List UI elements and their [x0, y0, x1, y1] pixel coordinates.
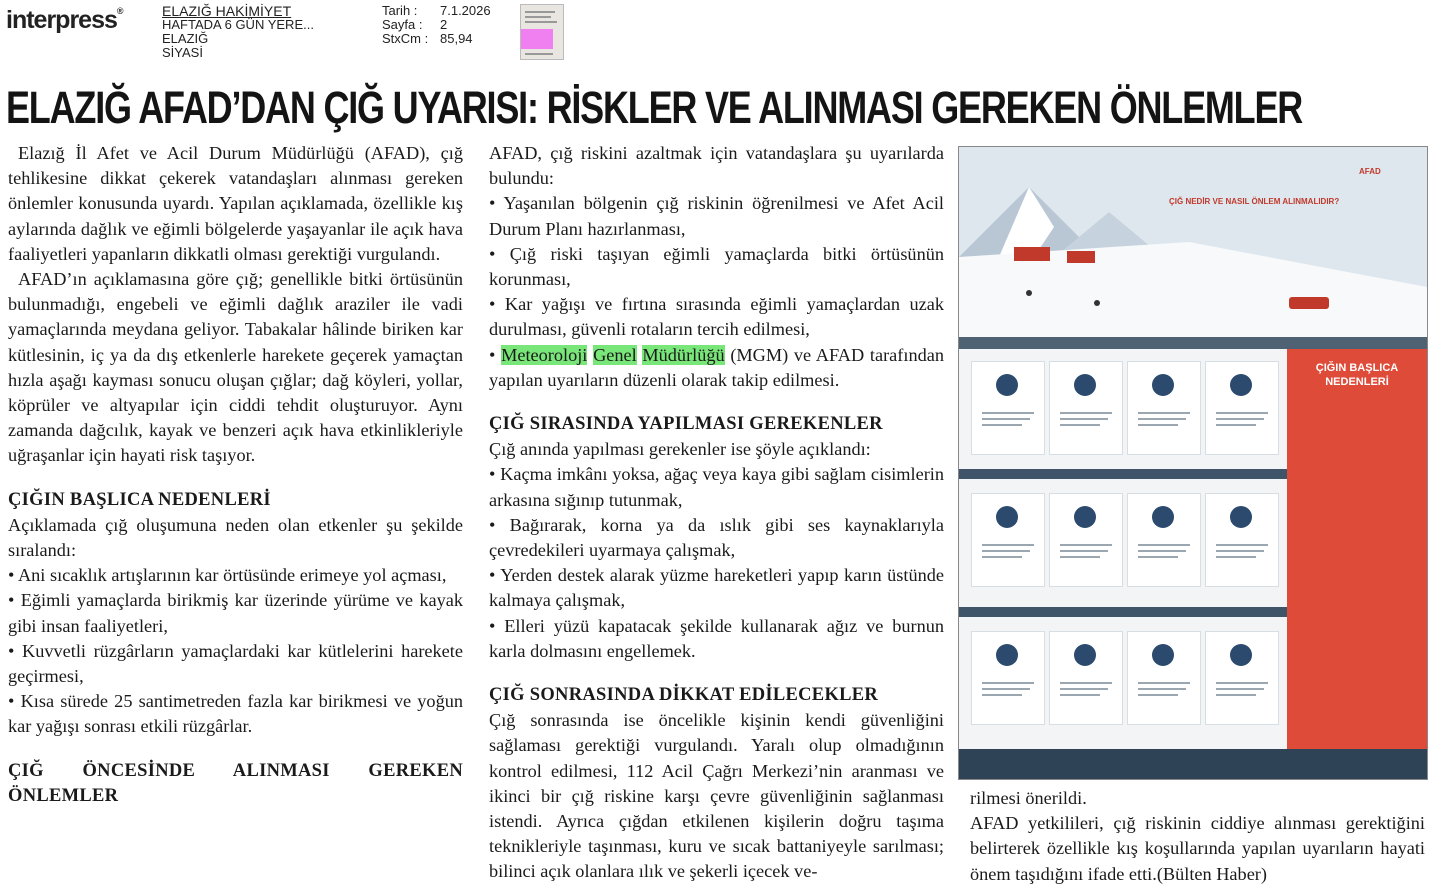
list-item: • Bağırarak, korna ya da ıslık gibi ses kaynaklarıyla çevredekileri uyarmaya çalışmak, [489, 514, 944, 561]
card-icon [996, 506, 1018, 528]
info-card [1127, 361, 1201, 455]
card-icon [1074, 506, 1096, 528]
card-icon [1152, 506, 1174, 528]
list-item: • Yaşanılan bölgenin çığ riskinin öğrenilmesi ve Afet Acil Durum Planı hazırlanması, [489, 193, 944, 239]
interpress-logo [6, 6, 123, 35]
page-thumbnail [520, 4, 564, 60]
card-icon [1230, 644, 1252, 666]
date-value: 7.1.2026 [440, 3, 491, 18]
publication-frequency: HAFTADA 6 GÜN YERE... [162, 17, 314, 32]
mountain-illustration [959, 147, 1427, 337]
publication-name: ELAZIĞ HAKİMİYET [162, 3, 292, 19]
article-position-marker [521, 29, 553, 49]
list-item: • Kaçma imkânı yoksa, ağaç veya kaya gibi sağlam cisimlerin arkasına sığınıp tutunmak, [489, 464, 944, 510]
list-item: • Yerden destek alarak yüzme hareketleri yapıp karın üstünde kalmaya çalışmak, [489, 565, 944, 611]
info-card [1205, 631, 1279, 725]
paragraph: AFAD yetkilileri, çığ riskinin ciddiye alınması gerektiğini belirterek özellikle kış koşullarında yapılan uyarıların hayati önem taşıdığını ifade etti.(Bülten Haber) [970, 813, 1425, 884]
publication-section: SİYASİ [162, 45, 203, 60]
logo-text: interpress [6, 6, 117, 34]
publication-city: ELAZIĞ [162, 31, 209, 46]
card-icon [1230, 374, 1252, 396]
card-icon [1152, 644, 1174, 666]
list-item [489, 343, 944, 393]
publication-info [162, 4, 314, 60]
list-item: • Kar yağışı ve fırtına sırasında eğimli yamaçlardan uzak durulması, güvenli rotaların tercih edilmesi, [489, 294, 944, 340]
subheading: ÇIĞIN BAŞLICA NEDENLERİ [8, 489, 271, 510]
card-icon [996, 644, 1018, 666]
article-column-2 [489, 141, 944, 885]
list-item: • Elleri yüzü kapatacak şekilde kullanarak ağız ve burnun karla dolmasını engellemek. [489, 615, 944, 661]
infographic-footer [959, 749, 1427, 779]
article-column-3 [970, 786, 1425, 887]
stxcm-label: StxCm : [382, 31, 429, 46]
date-label: Tarih : [382, 3, 418, 18]
paragraph: Açıklamada çığ oluşumuna neden olan etkenler şu şekilde sıralandı: [8, 514, 463, 561]
info-card [971, 493, 1045, 587]
paragraph: Çığ anında yapılması gerekenler ise şöyle açıklandı: [489, 439, 871, 460]
card-icon [1074, 644, 1096, 666]
stxcm-value: 85,94 [440, 31, 473, 46]
article-column-1 [8, 141, 463, 809]
list-item: • Ani sıcaklık artışlarının kar örtüsünde erimeye yol açması, [8, 565, 447, 586]
infographic-illustration [959, 147, 1427, 337]
card-icon [1074, 374, 1096, 396]
info-card [1205, 361, 1279, 455]
list-item: • Kuvvetli rüzgârların yamaçlardaki kar kütlelerini harekete geçirmesi, [8, 640, 463, 687]
bullet: • [489, 344, 496, 365]
list-item: • Eğimli yamaçlarda birikmiş kar üzerinde yürüme ve kayak gibi insan faaliyetleri, [8, 590, 463, 636]
list-item-text: (MGM) ve AFAD tarafından yapılan uyarıların düzenli olarak takip edilmesi. [489, 344, 944, 390]
paragraph: rilmesi önerildi. [970, 788, 1087, 808]
causes-panel [1287, 349, 1427, 749]
headline: ELAZIĞ AFAD’DAN ÇIĞ UYARISI: RİSKLER VE ALINMASI GEREKEN ÖNLEMLER [6, 82, 1303, 133]
subheading: ÇIĞ SONRASINDA DİKKAT EDİLECEKLER [489, 685, 879, 706]
info-card [971, 631, 1045, 725]
info-card [1049, 493, 1123, 587]
info-card [1205, 493, 1279, 587]
highlighted-word: Genel [593, 344, 637, 365]
list-item: • Çığ riski taşıyan eğimli yamaçlarda bitki örtüsünün korunması, [489, 243, 944, 290]
highlighted-word: Müdürlüğü [642, 344, 725, 365]
subheading: ÇIĞ SIRASINDA YAPILMASI GEREKENLER [489, 414, 883, 435]
afad-infographic [958, 146, 1428, 780]
afad-logo: AFAD [1359, 167, 1381, 176]
paragraph: AFAD’ın açıklamasına göre çığ; genellikle bitki örtüsünün bulunmadığı, engebeli ve eğimli dağlık araziler ile vadi yamaçlarında meydana geliyor. Tabakalar hâlinde biriken kar kütlesinin, iç ya da dış etkenlerle harekete geçerek yamaçtan hızla aşağı kayması sonucu oluşan çığlar; dağ köyleri, yollar, köprüler ve altyapılar için ciddi tehdit oluşturuyor. Aynı zamanda dağcılık, kayak ve benzeri açık hava etkinlikleriyle uğraşanlar için hayati risk taşıyor. [8, 269, 463, 466]
highlighted-word: Meteoroloji [501, 344, 588, 365]
info-card [1127, 493, 1201, 587]
section-banner [959, 469, 1287, 479]
card-icon [1230, 506, 1252, 528]
list-item: • Kısa sürede 25 santimetreden fazla kar birikmesi ve yoğun kar yağışı sonrası etkili rüzgârlar. [8, 691, 463, 737]
infographic-title: ÇIĞ NEDİR VE NASIL ÖNLEM ALINMALIDIR? [1169, 197, 1340, 206]
registered-icon: ® [116, 6, 123, 16]
page-value: 2 [440, 17, 448, 32]
section-banner [959, 337, 1427, 349]
info-card [1049, 631, 1123, 725]
paragraph: AFAD, çığ riskini azaltmak için vatandaşlara şu uyarılarda bulundu: [489, 143, 944, 189]
info-card [1049, 361, 1123, 455]
page-label: Sayfa : [382, 17, 423, 32]
section-banner [959, 607, 1287, 617]
card-icon [1152, 374, 1174, 396]
info-card [1127, 631, 1201, 725]
info-card [971, 361, 1045, 455]
clipping-meta [382, 4, 491, 46]
paragraph: Elazığ İl Afet ve Acil Durum Müdürlüğü (AFAD), çığ tehlikesine dikkat çekerek vatandaşları alınması gereken önlemler konusunda uyardı. Yapılan açıklamada, özellikle kış aylarında dağlık ve eğimli bölgelerde yaşayanlar ile açık hava faaliyetleri yapanların dikkatli olması gerektiği vurgulandı. [8, 143, 463, 264]
paragraph: Çığ sonrasında ise öncelikle kişinin kendi güvenliğini sağlaması gerektiği vurgulandı. Yaralı olup olmadığının kontrol edilmesi, 112 Acil Çağrı Merkezi’nin aranması ve ikinci bir çığ riskine karşı çevre güvenliğinin sağlanması istendi. Ayrıca çığdan etkilenen kişilerin doğru taşıma teknikleriyle taşınması, kuru ve sıcak battaniyeyle sarılması; bilinci açık olanlara ılık ve şekerli içecek ve- [489, 710, 944, 882]
causes-panel-title: ÇIĞIN BAŞLICA NEDENLERİ [1315, 362, 1399, 388]
card-icon [996, 374, 1018, 396]
subheading: ÇIĞ ÖNCESİNDE ALINMASI GEREKEN ÖNLEMLER [8, 760, 463, 806]
